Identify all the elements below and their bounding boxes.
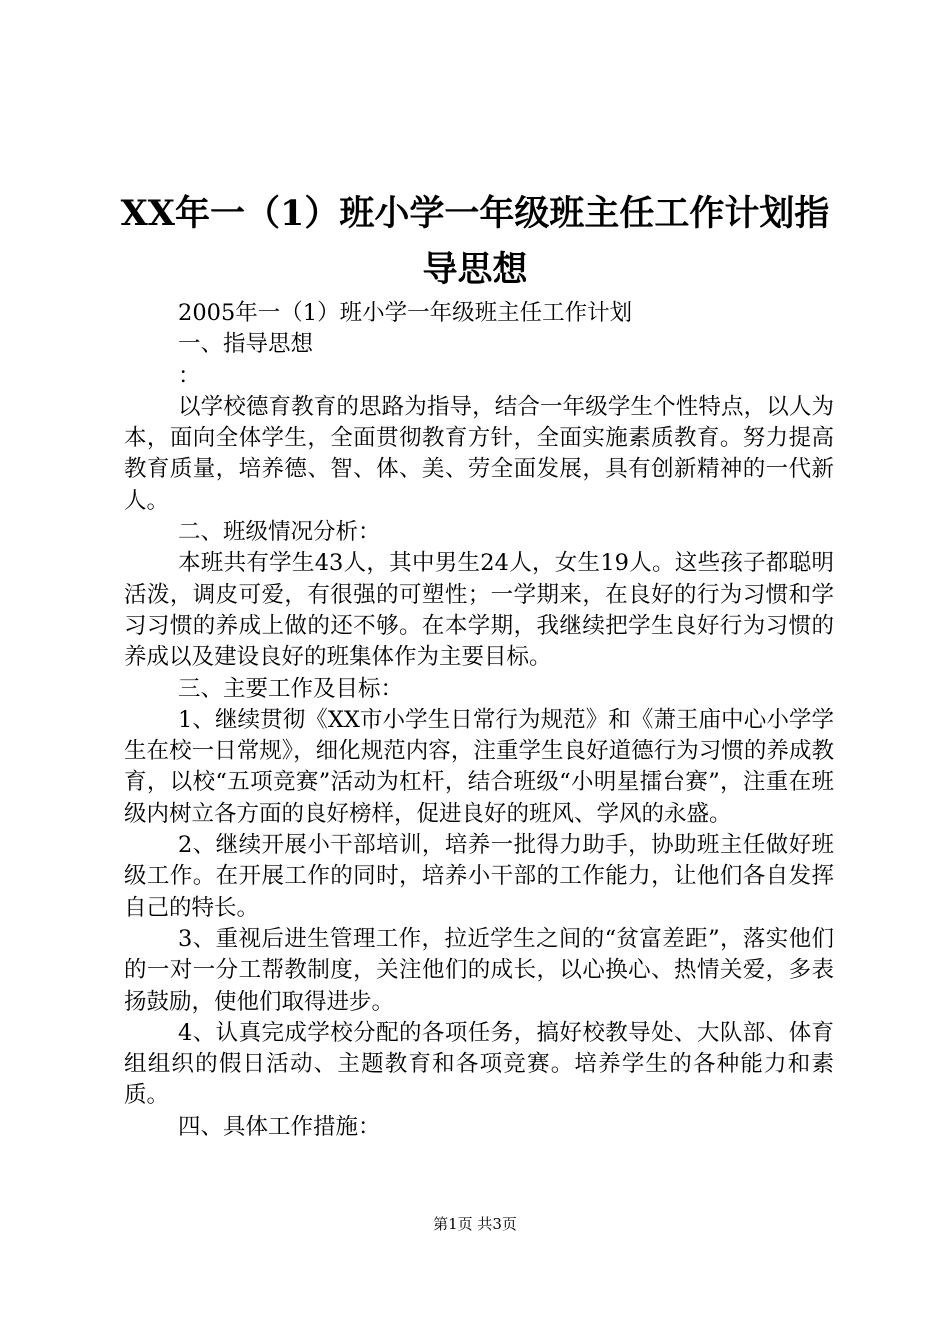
paragraph-work-item-4: 4、认真完成学校分配的各项任务，搞好校教导处、大队部、体育组组织的假日活动、主题教育和各项竞赛。培养学生的各种能力和素质。 bbox=[124, 1019, 834, 1109]
paragraph-work-item-3: 3、重视后进生管理工作，拉近学生之间的“贫富差距”，落实他们的一对一分工帮教制度，关注他们的成长，以心换心、热情关爱，多表扬鼓励，使他们取得进步。 bbox=[124, 925, 834, 1015]
paragraph-class-analysis: 本班共有学生43人，其中男生24人，女生19人。这些孩子都聪明活泼，调皮可爱，有很强的可塑性；一学期来，在良好的行为习惯和学习习惯的养成上做的还不够。在本学期，我继续把学生良好行为习惯的养成以及建设良好的班集体作为主要目标。 bbox=[124, 550, 834, 671]
section-heading-main-work: 三、主要工作及目标： bbox=[178, 675, 404, 702]
section-heading-class-analysis: 二、班级情况分析： bbox=[178, 519, 381, 546]
paragraph-work-item-1: 1、继续贯彻《XX市小学生日常行为规范》和《萧王庙中心小学学生在校一日常规》，细化规范内容，注重学生良好道德行为习惯的养成教育，以校“五项竞赛”活动为杠杆，结合班级“小明星擂台赛”，注重在班级内树立各方面的良好榜样，促进良好的班风、学风的永盛。 bbox=[124, 706, 834, 827]
paragraph-work-item-2: 2、继续开展小干部培训，培养一批得力助手，协助班主任做好班级工作。在开展工作的同时，培养小干部的工作能力，让他们各自发挥自己的特长。 bbox=[124, 832, 834, 921]
document-title: XX年一（1）班小学一年级班主任工作计划指导思想 bbox=[120, 193, 830, 290]
section-heading-measures: 四、具体工作措施： bbox=[178, 1113, 381, 1140]
colon-line: ： bbox=[178, 362, 201, 389]
paragraph-guiding-thought: 以学校德育教育的思路为指导，结合一年级学生个性特点，以人为本，面向全体学生，全面贯彻教育方针，全面实施素质教育。努力提高教育质量，培养德、智、体、美、劳全面发展，具有创新精神的一代新人。 bbox=[124, 393, 834, 514]
section-heading-guiding-thought: 一、指导思想 bbox=[178, 331, 314, 358]
page-number-footer: 第1页 共3页 bbox=[433, 1215, 517, 1233]
plan-heading: 2005年一（1）班小学一年级班主任工作计划 bbox=[178, 300, 633, 326]
document-body bbox=[124, 298, 834, 1143]
